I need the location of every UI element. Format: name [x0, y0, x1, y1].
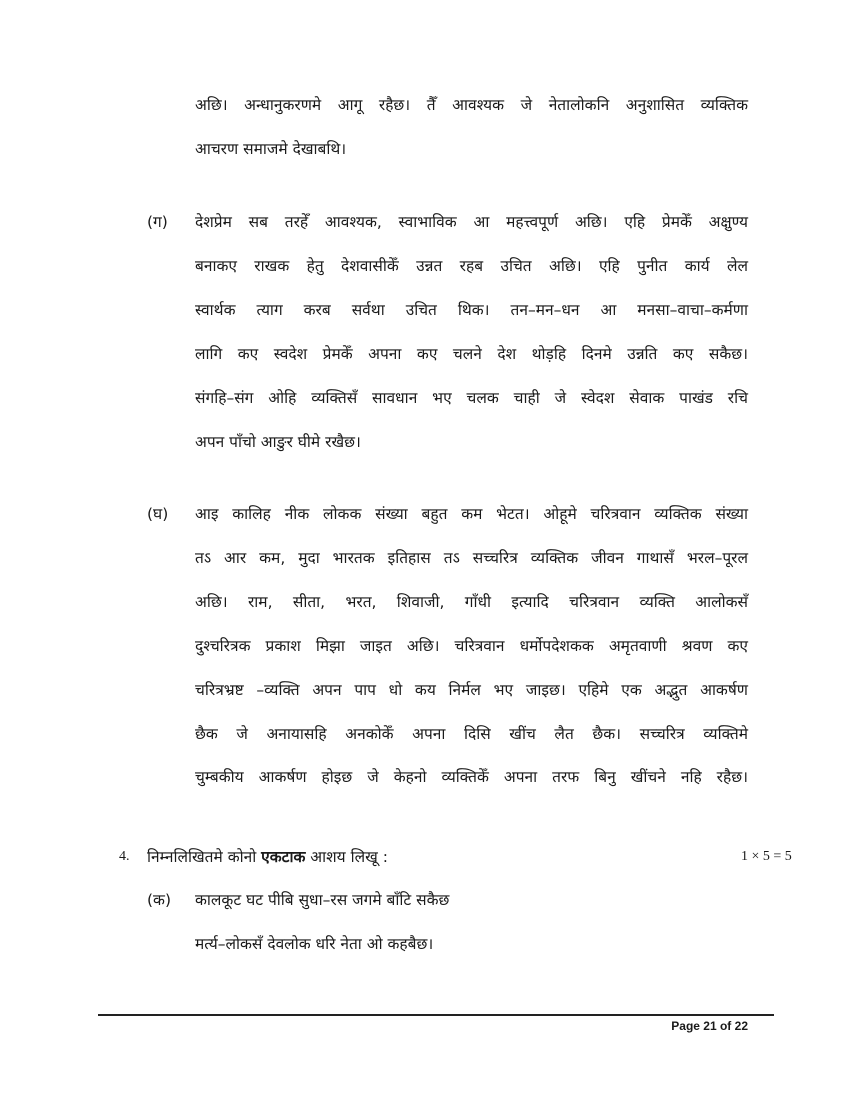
ka-line-1: कालकूट घट पीबि सुधा–रस जगमे बाँटि सकैछ — [195, 891, 450, 909]
question-number: 4. — [119, 849, 130, 864]
question-prefix: निम्नलिखितमे कोनो — [147, 848, 262, 866]
gha-line-2: तऽ आर कम, मुदा भारतक इतिहास तऽ सच्चरित्र व्यक्तिक जीवन गाथासँ भरल–पूरल — [195, 549, 748, 567]
footer-rule — [98, 1014, 774, 1016]
ga-line-2: बनाकए राखक हेतु देशवासीकेँ उन्नत रहब उचित अछि। एहि पुनीत कार्य लेल — [195, 257, 748, 275]
question-marks: 1 × 5 = 5 — [741, 849, 792, 864]
marker-ka: (क) — [147, 891, 171, 909]
gha-line-5: चरित्रभ्रष्ट –व्यक्ति अपन पाप धो कय निर्मल भए जाइछ। एहिमे एक अद्भुत आकर्षण — [195, 681, 748, 699]
ga-line-3: स्वार्थक त्याग करब सर्वथा उचित थिक। तन–मन–धन आ मनसा–वाचा–कर्मणा — [195, 301, 748, 319]
marker-gha: (घ) — [147, 505, 169, 523]
question-prompt — [147, 846, 388, 868]
intro-line-2: आचरण समाजमे देखाबथि। — [195, 140, 347, 158]
gha-line-7: चुम्बकीय आकर्षण होइछ जे केहनो व्यक्तिकेँ अपना तरफ बिनु खींचने नहि रहैछ। — [195, 768, 748, 786]
ka-line-2: मर्त्य–लोकसँ देवलोक धरि नेता ओ कहबैछ। — [195, 935, 434, 953]
page-number: Page 21 of 22 — [671, 1019, 748, 1033]
ga-line-6: अपन पाँचो आङुर घीमे रखैछ। — [195, 433, 361, 451]
gha-line-3: अछि। राम, सीता, भरत, शिवाजी, गाँधी इत्यादि चरित्रवान व्यक्ति आलोकसँ — [195, 593, 748, 611]
ga-line-5: संगहि–संग ओहि व्यक्तिसँ सावधान भए चलक चाही जे स्वेदश सेवाक पाखंड रचि — [195, 389, 748, 407]
intro-line-1: अछि। अन्धानुकरणमे आगू रहैछ। तैँ आवश्यक जे नेतालोकनि अनुशासित व्यक्तिक — [195, 96, 748, 114]
marker-ga: (ग) — [147, 213, 168, 231]
question-bold-word: एकटाक — [261, 848, 306, 866]
gha-line-6: छैक जे अनायासहि अनकोकेँ अपना दिसि खींच लैत छैक। सच्चरित्र व्यक्तिमे — [195, 725, 748, 743]
ga-line-4: लागि कए स्वदेश प्रेमकेँ अपना कए चलने देश थोड़हि दिनमे उन्नति कए सकैछ। — [195, 345, 748, 363]
gha-line-4: दुश्चरित्रक प्रकाश मिझा जाइत अछि। चरित्रवान धर्मोपदेशकक अमृतवाणी श्रवण कए — [195, 637, 748, 655]
question-suffix: आशय लिखू : — [305, 848, 388, 866]
ga-line-1: देशप्रेम सब तरहेँ आवश्यक, स्वाभाविक आ महत्त्वपूर्ण अछि। एहि प्रेमकेँ अक्षुण्य — [195, 213, 748, 231]
gha-line-1: आइ कालिह नीक लोकक संख्या बहुत कम भेटत। ओहूमे चरित्रवान व्यक्तिक संख्या — [195, 505, 748, 523]
